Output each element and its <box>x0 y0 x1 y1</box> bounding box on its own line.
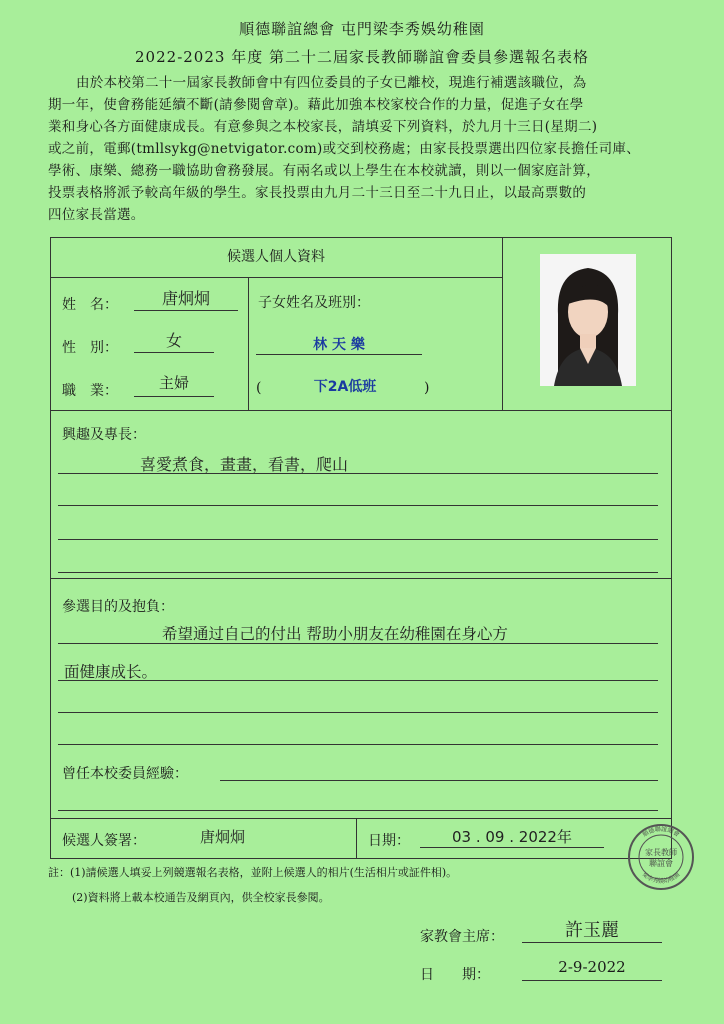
chair-name: 許玉麗 <box>522 916 662 943</box>
chair-label: 家教會主席： <box>420 929 504 945</box>
intro-line: 業和身心各方面健康成長。有意參與之本校家長，請填妥下列資料，於九月十三日(星期二) <box>48 119 598 135</box>
association-stamp <box>626 822 696 892</box>
date-label: 日期： <box>368 833 410 849</box>
intro-line: 四位家長當選。 <box>48 207 145 223</box>
intro-line: 期一年，使會務能延續不斷(請參閱會章)。藉此加強本校家校合作的力量，促進子女在學 <box>48 97 584 113</box>
intro-line: 由於本校第二十一屆家長教師會中有四位委員的子女已離校，現進行補選該職位，為 <box>76 75 587 91</box>
child-class-open: ( <box>256 380 262 396</box>
svg-text:梁李秀娛幼稚園: 梁李秀娛幼稚園 <box>640 871 682 885</box>
gender-label: 性 別： <box>62 340 118 356</box>
child-class: 下2A低班 <box>313 379 377 395</box>
job-value: 主婦 <box>134 372 214 397</box>
child-name: 林 天 樂 <box>256 334 422 355</box>
intro-line: 或之前，電郵(tmllsykg@netvigator.com)或交到校務處；由家長投票選出四位家長擔任司庫、 <box>48 141 641 157</box>
footer-date-label: 日 期： <box>420 967 490 983</box>
intro-paragraph <box>48 72 688 226</box>
svg-text:家長教師: 家長教師 <box>645 848 677 857</box>
date-value: 03 . 09 . 2022年 <box>452 828 572 846</box>
stamp-icon <box>626 822 696 892</box>
signature-value: 唐炯炯 <box>200 828 246 846</box>
intro-line: 投票表格將派予較高年級的學生。家長投票由九月二十三日至二十九日止，以最高票數的 <box>48 185 587 201</box>
gender-value: 女 <box>134 328 214 353</box>
intro-line: 學術、康樂、總務一職協助會務發展。有兩名或以上學生在本校就讀，則以一個家庭計算， <box>48 163 600 179</box>
org-title: 順德聯誼總會 屯門梁李秀娛幼稚園 <box>239 20 485 38</box>
note-1: 註：(1)請候選人填妥上列競選報名表格，並附上候選人的相片(生活相片或証件相)。 <box>48 866 458 879</box>
child-class-close: ) <box>424 380 430 396</box>
hobby-value: 喜愛煮食，畫畫，看書，爬山 <box>140 455 349 474</box>
candidate-photo <box>540 254 636 386</box>
job-label: 職 業： <box>62 383 118 399</box>
svg-text:聯誼會: 聯誼會 <box>649 859 673 868</box>
goal-label: 參選目的及抱負： <box>62 599 174 615</box>
form-title: 2022-2023 年度 第二十二屆家長教師聯誼會委員參選報名表格 <box>135 48 589 66</box>
goal-line-1: 希望通过自己的付出 帮助小朋友在幼稚園在身心方 <box>162 625 508 643</box>
experience-label: 曾任本校委員經驗： <box>62 766 188 782</box>
note-2: (2)資料將上載本校通告及網頁內，供全校家長參閱。 <box>72 891 330 904</box>
footer-date-value: 2-9-2022 <box>522 958 662 981</box>
section-title: 候選人個人資料 <box>50 237 503 278</box>
name-value: 唐炯炯 <box>134 286 238 311</box>
signature-label: 候選人簽署： <box>62 833 146 849</box>
name-label: 姓 名： <box>62 297 118 313</box>
hobby-label: 興趣及專長： <box>62 427 146 443</box>
child-label: 子女姓名及班別： <box>258 295 370 311</box>
portrait-icon <box>540 254 636 386</box>
goal-line-2: 面健康成长。 <box>64 663 158 681</box>
svg-text:順德聯誼總會: 順德聯誼總會 <box>641 825 681 839</box>
